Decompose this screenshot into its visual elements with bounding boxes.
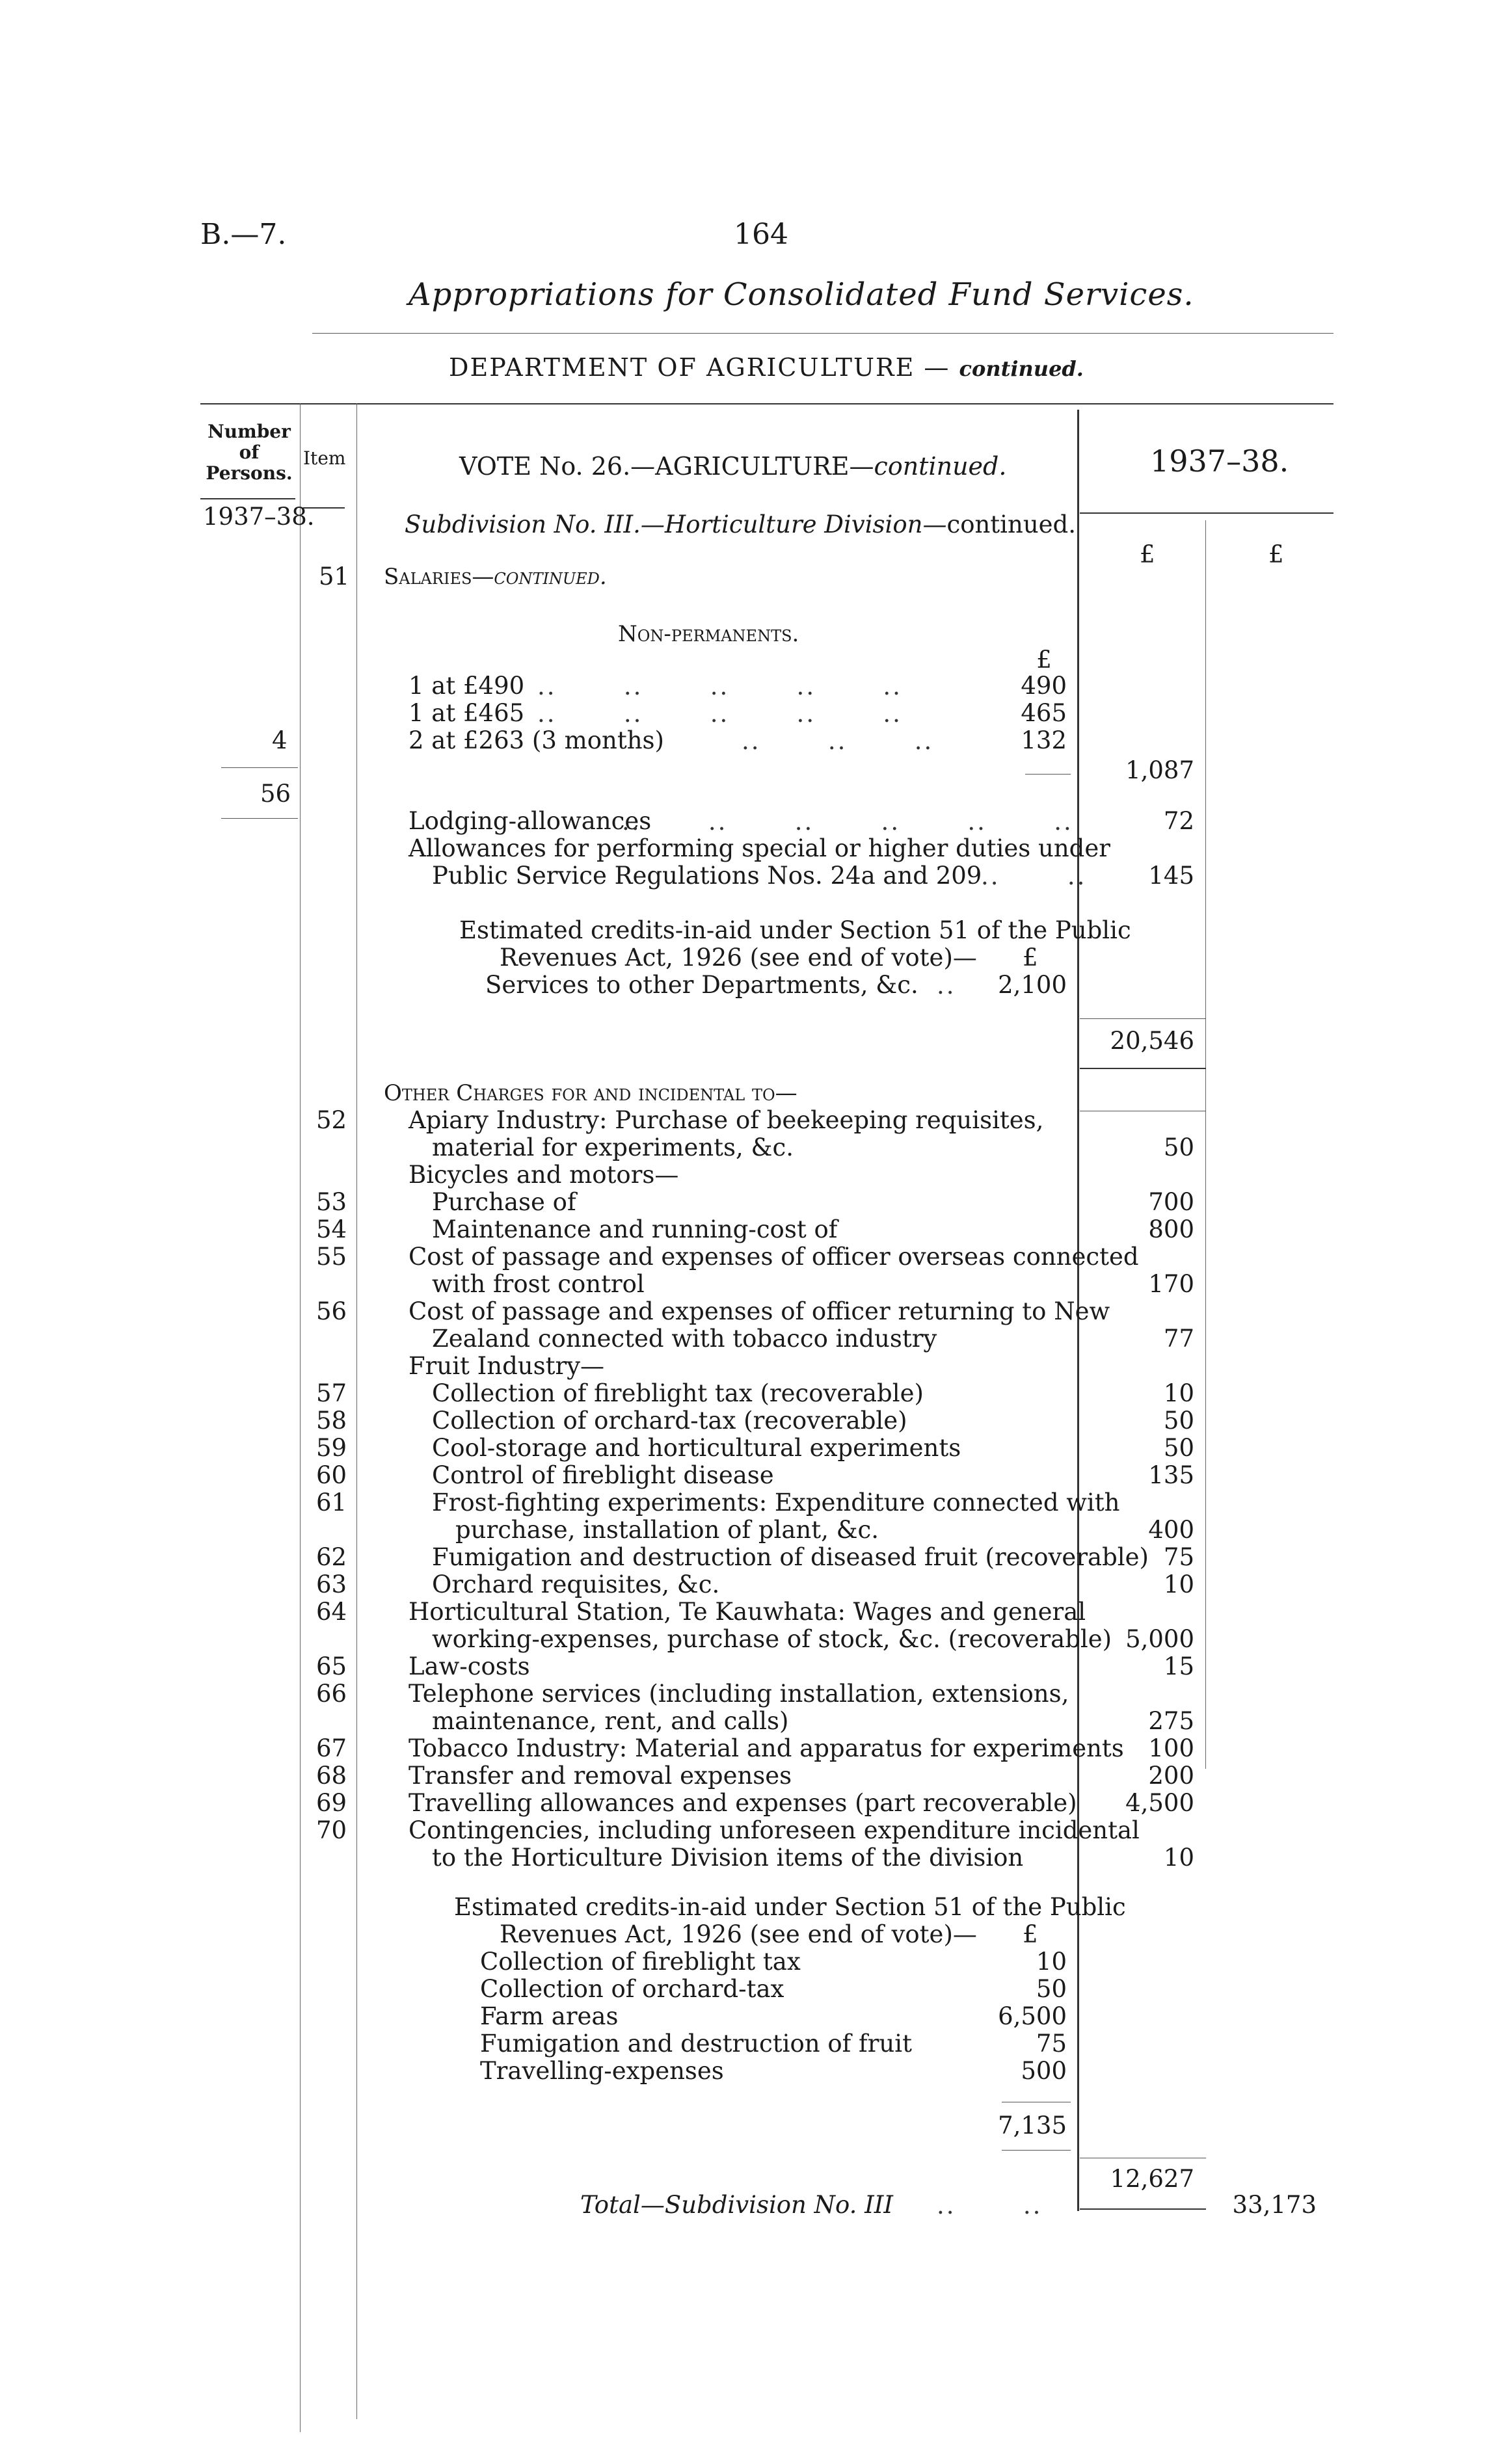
charge-amount: 700 — [1148, 1188, 1194, 1216]
charge-item-number: 58 — [316, 1407, 347, 1435]
charge-text: Fruit Industry— — [409, 1352, 605, 1380]
charge-item-number: 70 — [316, 1816, 347, 1844]
lodging-value: 72 — [1163, 807, 1194, 835]
page-number: 164 — [734, 218, 788, 251]
charge-item-number: 63 — [316, 1570, 347, 1598]
charge-item-number: 66 — [316, 1680, 347, 1708]
charge-text: Zealand connected with tobacco industry — [432, 1325, 937, 1353]
charge-text: Frost-fighting experiments: Expenditure connected with — [432, 1489, 1120, 1517]
charge-amount: 4,500 — [1125, 1789, 1194, 1817]
other-credits-line-2: Revenues Act, 1926 (see end of vote)— — [500, 1920, 977, 1948]
salaries-credits-value: 2,100 — [998, 971, 1067, 999]
persons-header: Number of Persons. — [206, 421, 293, 484]
credit-value: 50 — [1036, 1975, 1067, 2003]
credit-label: Collection of orchard-tax — [480, 1975, 784, 2003]
salaries-credits-line-2: Revenues Act, 1926 (see end of vote)— — [500, 944, 977, 972]
salary-label: 1 at £465 — [409, 699, 525, 727]
persons-year: 1937–38. — [203, 503, 315, 531]
charge-amount: 50 — [1163, 1434, 1194, 1462]
charge-text: with frost control — [432, 1270, 645, 1298]
charge-amount: 800 — [1148, 1215, 1194, 1243]
charge-text: Fumigation and destruction of diseased fruit (recoverable) — [432, 1543, 1149, 1571]
table-top-rule — [200, 403, 1333, 404]
charge-text: Cost of passage and expenses of officer returning to New — [409, 1297, 1110, 1325]
charge-item-number: 52 — [316, 1106, 347, 1134]
title-rule — [312, 333, 1333, 334]
persons-subtotal-rule — [221, 767, 298, 768]
credit-label: Collection of fireblight tax — [480, 1948, 801, 1976]
other-credits-line-1: Estimated credits-in-aid under Section 51 of the Public — [454, 1893, 1126, 1921]
persons-total-rule — [221, 818, 298, 819]
item-divider — [356, 403, 357, 2419]
charge-amount: 275 — [1148, 1707, 1194, 1735]
other-charges-total: 12,627 — [1110, 2165, 1194, 2193]
charge-item-number: 59 — [316, 1434, 347, 1462]
charge-text: working-expenses, purchase of stock, &c. (recoverable) — [432, 1625, 1112, 1653]
charge-item-number: 61 — [316, 1489, 347, 1517]
other-credits-pound: £ — [1023, 1920, 1038, 1948]
charge-item-number: 57 — [316, 1379, 347, 1407]
charge-text: purchase, installation of plant, &c. — [455, 1516, 879, 1544]
charge-amount: 10 — [1163, 1570, 1194, 1598]
salaries-total: 20,546 — [1110, 1027, 1194, 1055]
page-reference: B.—7. — [200, 218, 287, 251]
salaries-credits-line-3: Services to other Departments, &c. — [485, 971, 918, 999]
credit-label: Fumigation and destruction of fruit — [480, 2030, 912, 2058]
charge-text: Orchard requisites, &c. — [432, 1570, 720, 1598]
salaries-credits-line-1: Estimated credits-in-aid under Section 51 of the Public — [459, 916, 1131, 944]
charge-amount: 75 — [1163, 1543, 1194, 1571]
grand-total: 33,173 — [1232, 2191, 1317, 2219]
salaries-heading: Salaries—continued. — [384, 564, 607, 590]
salaries-credits-pound: £ — [1023, 944, 1038, 972]
persons-divider — [300, 403, 301, 2432]
salary-label: 1 at £490 — [409, 672, 525, 700]
charge-item-number: 60 — [316, 1461, 347, 1489]
charge-amount: 100 — [1148, 1734, 1194, 1762]
charge-item-number: 69 — [316, 1789, 347, 1817]
charge-text: Tobacco Industry: Material and apparatus for experiments — [409, 1734, 1124, 1762]
charge-amount: 77 — [1163, 1325, 1194, 1353]
allowances-value: 145 — [1148, 862, 1194, 890]
credit-value: 75 — [1036, 2030, 1067, 2058]
charge-item-number: 67 — [316, 1734, 347, 1762]
persons-count: 4 — [272, 726, 288, 754]
charge-amount: 10 — [1163, 1379, 1194, 1407]
charge-text: Purchase of — [432, 1188, 576, 1216]
credit-value: 500 — [1021, 2057, 1067, 2085]
grand-total-label: Total—Subdivision No. III — [580, 2191, 894, 2219]
charge-text: Bicycles and motors— — [409, 1161, 679, 1189]
charge-amount: 50 — [1163, 1133, 1194, 1161]
credit-value: 6,500 — [998, 2002, 1067, 2030]
charge-text: Collection of orchard-tax (recoverable) — [432, 1407, 907, 1435]
charge-amount: 50 — [1163, 1407, 1194, 1435]
charge-item-number: 56 — [316, 1297, 347, 1325]
salary-value: 490 — [1021, 672, 1067, 700]
credit-label: Travelling-expenses — [480, 2057, 724, 2085]
other-charges-total-bottom-rule — [1080, 2208, 1206, 2210]
charge-text: Cool-storage and horticultural experiments — [432, 1434, 961, 1462]
salary-value: 132 — [1021, 726, 1067, 754]
salaries-total-top-rule — [1080, 1018, 1206, 1019]
salary-label: 2 at £263 (3 months) — [409, 726, 664, 754]
charge-text: Travelling allowances and expenses (part recoverable) — [409, 1789, 1077, 1817]
charge-item-number: 68 — [316, 1762, 347, 1790]
pound-column-a: £ — [1140, 540, 1155, 568]
non-permanents-heading: Non-permanents. — [618, 621, 799, 647]
charge-amount: 15 — [1163, 1652, 1194, 1680]
page-title: Appropriations for Consolidated Fund Services. — [409, 276, 1194, 313]
salary-value: 465 — [1021, 699, 1067, 727]
persons-total: 56 — [260, 780, 291, 808]
charge-text: material for experiments, &c. — [432, 1133, 794, 1161]
pound-column-b: £ — [1268, 540, 1284, 568]
other-charges-heading: Other Charges for and incidental to— — [384, 1080, 797, 1106]
item-header: Item — [303, 447, 346, 469]
lodging-label: Lodging-allowances — [409, 807, 652, 835]
charge-item-number: 55 — [316, 1243, 347, 1271]
charge-text: Telephone services (including installation, extensions, — [409, 1680, 1069, 1708]
charge-item-number: 53 — [316, 1188, 347, 1216]
other-credits-total-bottom-rule — [1002, 2150, 1071, 2151]
salaries-subtotal-rule — [1025, 774, 1071, 775]
charge-text: Apiary Industry: Purchase of beekeeping requisites, — [409, 1106, 1044, 1134]
other-credits-total: 7,135 — [998, 2112, 1067, 2139]
charge-text: Collection of fireblight tax (recoverable) — [432, 1379, 924, 1407]
charge-item-number: 62 — [316, 1543, 347, 1571]
charge-text: Cost of passage and expenses of officer overseas connected — [409, 1243, 1139, 1271]
charge-amount: 400 — [1148, 1516, 1194, 1544]
charge-item-number: 54 — [316, 1215, 347, 1243]
salaries-subtotal: 1,087 — [1125, 756, 1194, 784]
salaries-pound-sign: £ — [1036, 646, 1052, 674]
salaries-total-bottom-rule — [1080, 1068, 1206, 1069]
persons-header-rule — [200, 498, 295, 499]
year-header: 1937–38. — [1150, 444, 1289, 479]
allowances-line-2: Public Service Regulations Nos. 24a and 209 — [432, 862, 982, 890]
charge-amount: 170 — [1148, 1270, 1194, 1298]
charge-amount: 135 — [1148, 1461, 1194, 1489]
charge-text: Control of fireblight disease — [432, 1461, 774, 1489]
allowances-line-1: Allowances for performing special or higher duties under — [409, 834, 1110, 862]
salaries-item-number: 51 — [319, 563, 350, 590]
vote-heading: VOTE No. 26.—AGRICULTURE—continued. — [459, 452, 1007, 481]
charge-text: maintenance, rent, and calls) — [432, 1707, 789, 1735]
department-heading: DEPARTMENT OF AGRICULTURE — continued. — [449, 353, 1084, 382]
credit-value: 10 — [1036, 1948, 1067, 1976]
charge-text: Contingencies, including unforeseen expenditure incidental — [409, 1816, 1140, 1844]
amount-column-middle-rule — [1205, 520, 1206, 1769]
charge-text: Maintenance and running-cost of — [432, 1215, 838, 1243]
subdivision-heading: Subdivision No. III.—Horticulture Division—continued. — [405, 510, 1077, 538]
charge-text: Transfer and removal expenses — [409, 1762, 792, 1790]
charge-item-number: 65 — [316, 1652, 347, 1680]
charge-amount: 200 — [1148, 1762, 1194, 1790]
charge-item-number: 64 — [316, 1598, 347, 1626]
year-header-rule — [1080, 512, 1333, 514]
charge-amount: 5,000 — [1125, 1625, 1194, 1653]
charge-text: to the Horticulture Division items of the division — [432, 1844, 1024, 1872]
charge-text: Horticultural Station, Te Kauwhata: Wages and general — [409, 1598, 1086, 1626]
charge-text: Law-costs — [409, 1652, 530, 1680]
credit-label: Farm areas — [480, 2002, 619, 2030]
charge-amount: 10 — [1163, 1844, 1194, 1872]
